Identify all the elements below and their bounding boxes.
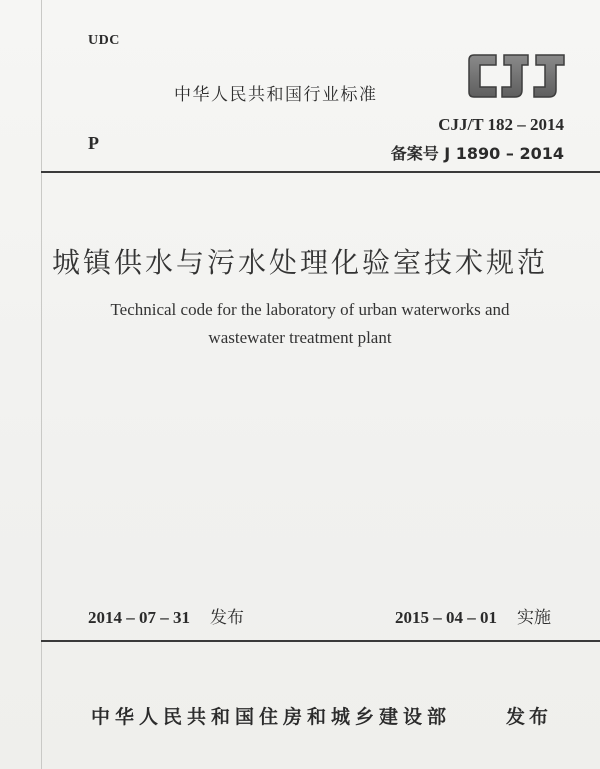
implement-date-block bbox=[395, 603, 551, 628]
title-english-line1: Technical code for the laboratory of urban waterworks and bbox=[110, 300, 510, 319]
header-divider bbox=[41, 171, 600, 173]
dates-row bbox=[88, 603, 572, 627]
classification-code: P bbox=[88, 133, 99, 153]
issue-date: 2014 – 07 – 31 bbox=[88, 608, 190, 627]
title-english-line2: wastewater treatment plant bbox=[208, 328, 392, 347]
udc-label: UDC bbox=[88, 33, 120, 48]
standard-number: CJJ/T 182 – 2014 bbox=[438, 115, 564, 134]
issuing-authority: 中华人民共和国住房和城乡建设部 bbox=[91, 706, 452, 728]
issue-date-block bbox=[88, 603, 244, 628]
issue-label: 发布 bbox=[210, 608, 244, 628]
footer-divider bbox=[41, 640, 600, 642]
title-chinese: 城镇供水与污水处理化验室技术规范 bbox=[51, 246, 548, 279]
binding-margin-line bbox=[41, 0, 42, 769]
issuing-action: 发布 bbox=[506, 706, 553, 728]
implement-date: 2015 – 04 – 01 bbox=[395, 608, 497, 627]
record-number: 备案号 J 1890 – 2014 bbox=[390, 144, 564, 163]
cjj-logo bbox=[466, 47, 570, 105]
industry-standard-heading: 中华人民共和国行业标准 bbox=[174, 85, 378, 105]
implement-label: 实施 bbox=[517, 608, 551, 628]
